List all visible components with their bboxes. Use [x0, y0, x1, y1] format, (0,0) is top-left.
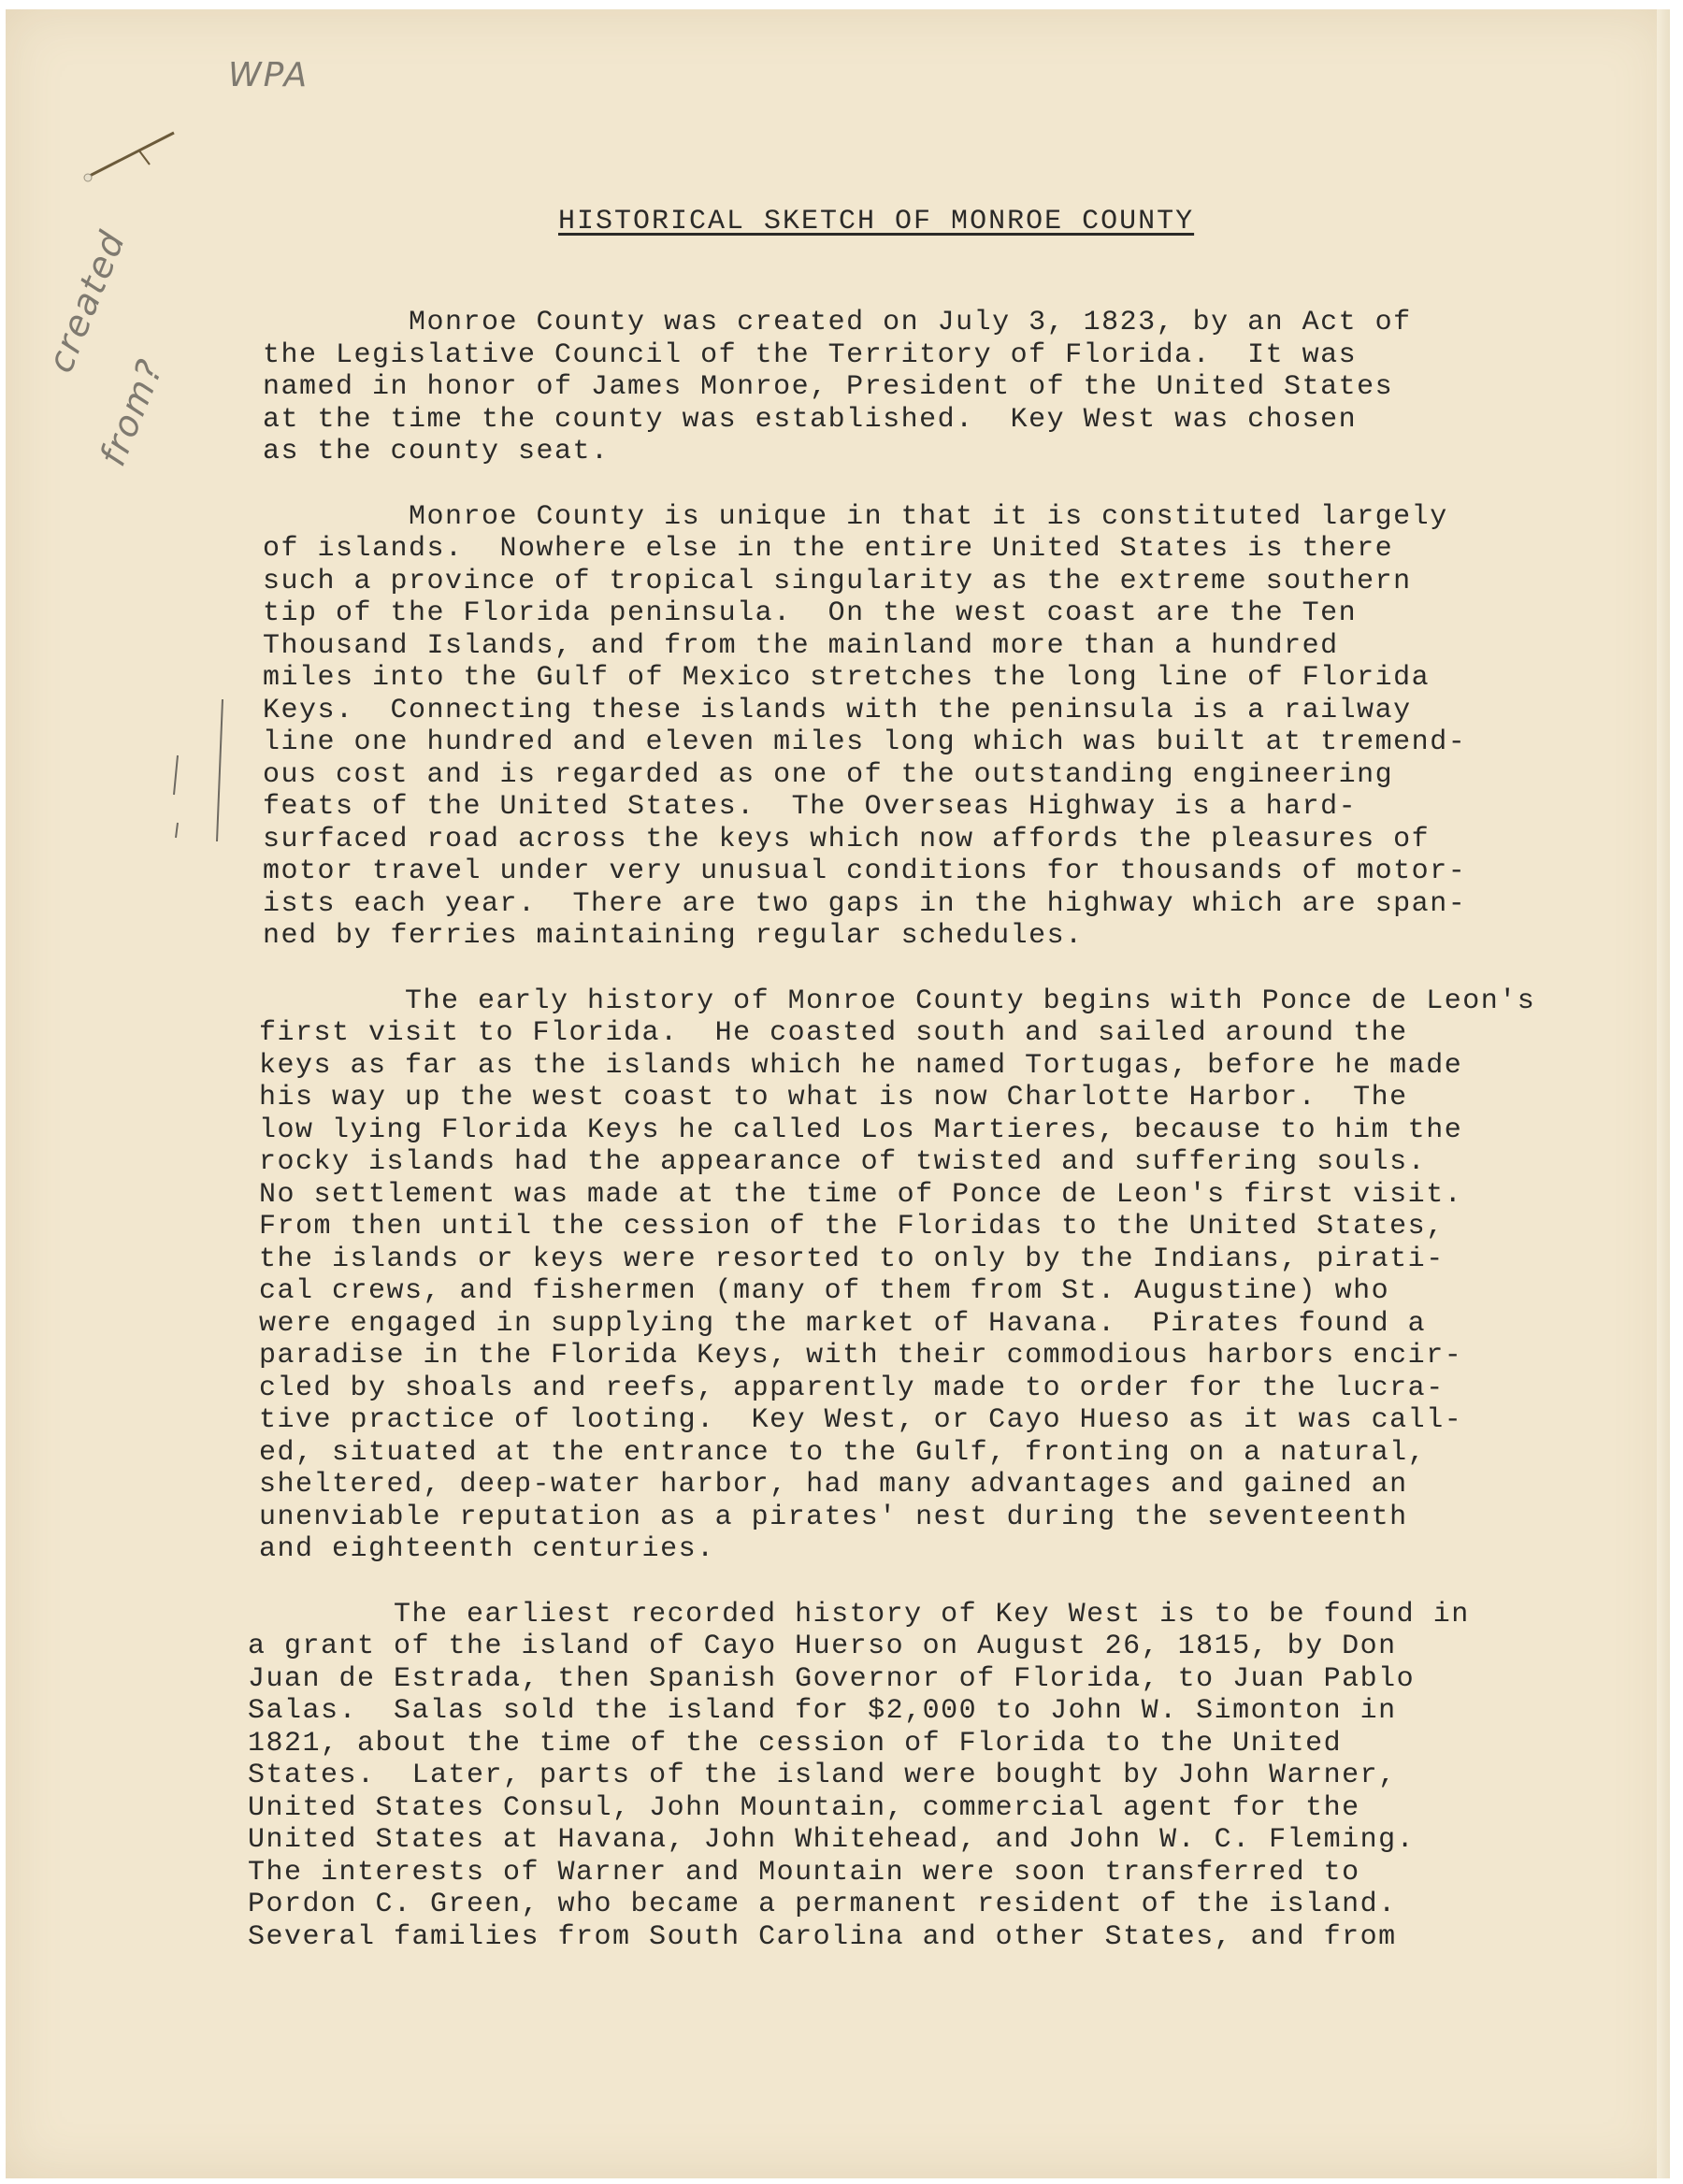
paper-clip-mark: [80, 122, 183, 187]
document-title: HISTORICAL SKETCH OF MONROE COUNTY: [558, 206, 1195, 237]
document-body: [244, 307, 1572, 1986]
paragraph-geography: Monroe County is unique in that it is constituted largely of islands. Nowhere else in the entire United States is there such a province of tropical singularity as the extreme southern tip of the Florida peninsula. On the west coast are the Ten Thousand Islands, and from the mainland more than a hundred miles into the Gulf of Mexico stretches the long line of Florida Keys. Connecting these islands with the peninsula is a railway line one hundred and eleven miles long which was built at tremend- ous cost and is regarded as one of the outstanding engineering feats of the United States. The Overseas Highway is a hard- surfaced road across the keys which now affords the pleasures of motor travel under very unusual conditions for thousands of motor- ists each year. There are two gaps in the highway which are span- ned by ferries maintaining regular schedules.: [263, 500, 1467, 952]
handwritten-margin-note-from: from?: [92, 352, 172, 472]
handwritten-margin-note-created: created: [39, 224, 134, 379]
paragraph-creation: Monroe County was created on July 3, 1823, by an Act of the Legislative Council of the Territory of Florida. It was named in honor of James Monroe, President of the United States at the time the county was established. Key West was chosen as the county seat.: [263, 307, 1412, 467]
paragraph-early-history: The early history of Monroe County begins with Ponce de Leon's first visit to Florida. He coasted south and sailed around the keys as far as the islands which he named Tortugas, before he made his way up the west coast to what is now Charlotte Harbor. The low lying Florida Keys he called Los Martieres, because to him the rocky islands had the appearance of twisted and suffering souls. No settlement was made at the time of Ponce de Leon's first visit. From then until the cession of the Floridas to the United States, the islands or keys were resorted to only by the Indians, pirati- cal crews, and fishermen (many of them from St. Augustine) who were engaged in supplying the market of Havana. Pirates found a paradise in the Florida Keys, with their commodious harbors encir- cled by shoals and reefs, apparently made to order for the lucra- tive practice of looting. Key West, or Cayo Hueso as it was call- ed, situated at the entrance to the Gulf, fronting on a natural, sheltered, deep-water harbor, had many advantages and gained an unenviable reputation as a pirates' nest during the seventeenth and eighteenth centuries.: [259, 984, 1536, 1565]
paragraph-key-west-history: The earliest recorded history of Key West is to be found in a grant of the island of Cayo Huerso on August 26, 1815, by Don Juan de Estrada, then Spanish Governor of Florida, to Juan Pablo Salas. Salas sold the island for $2,000 to John W. Simonton in 1821, about the time of the cession of Florida to the United States. Later, parts of the island were bought by John Warner, United States Consul, John Mountain, commercial agent for the United States at Havana, John Whitehead, and John W. C. Fleming. The interests of Warner and Mountain were soon transferred to Pordon C. Green, who became a permanent resident of the island. Several families from South Carolina and other States, and from: [248, 1598, 1470, 1953]
page-edge: [1657, 9, 1670, 2178]
handwritten-wpa-note: WPA: [228, 56, 309, 94]
margin-pencil-marks: [165, 692, 249, 879]
document-page: [6, 9, 1670, 2178]
